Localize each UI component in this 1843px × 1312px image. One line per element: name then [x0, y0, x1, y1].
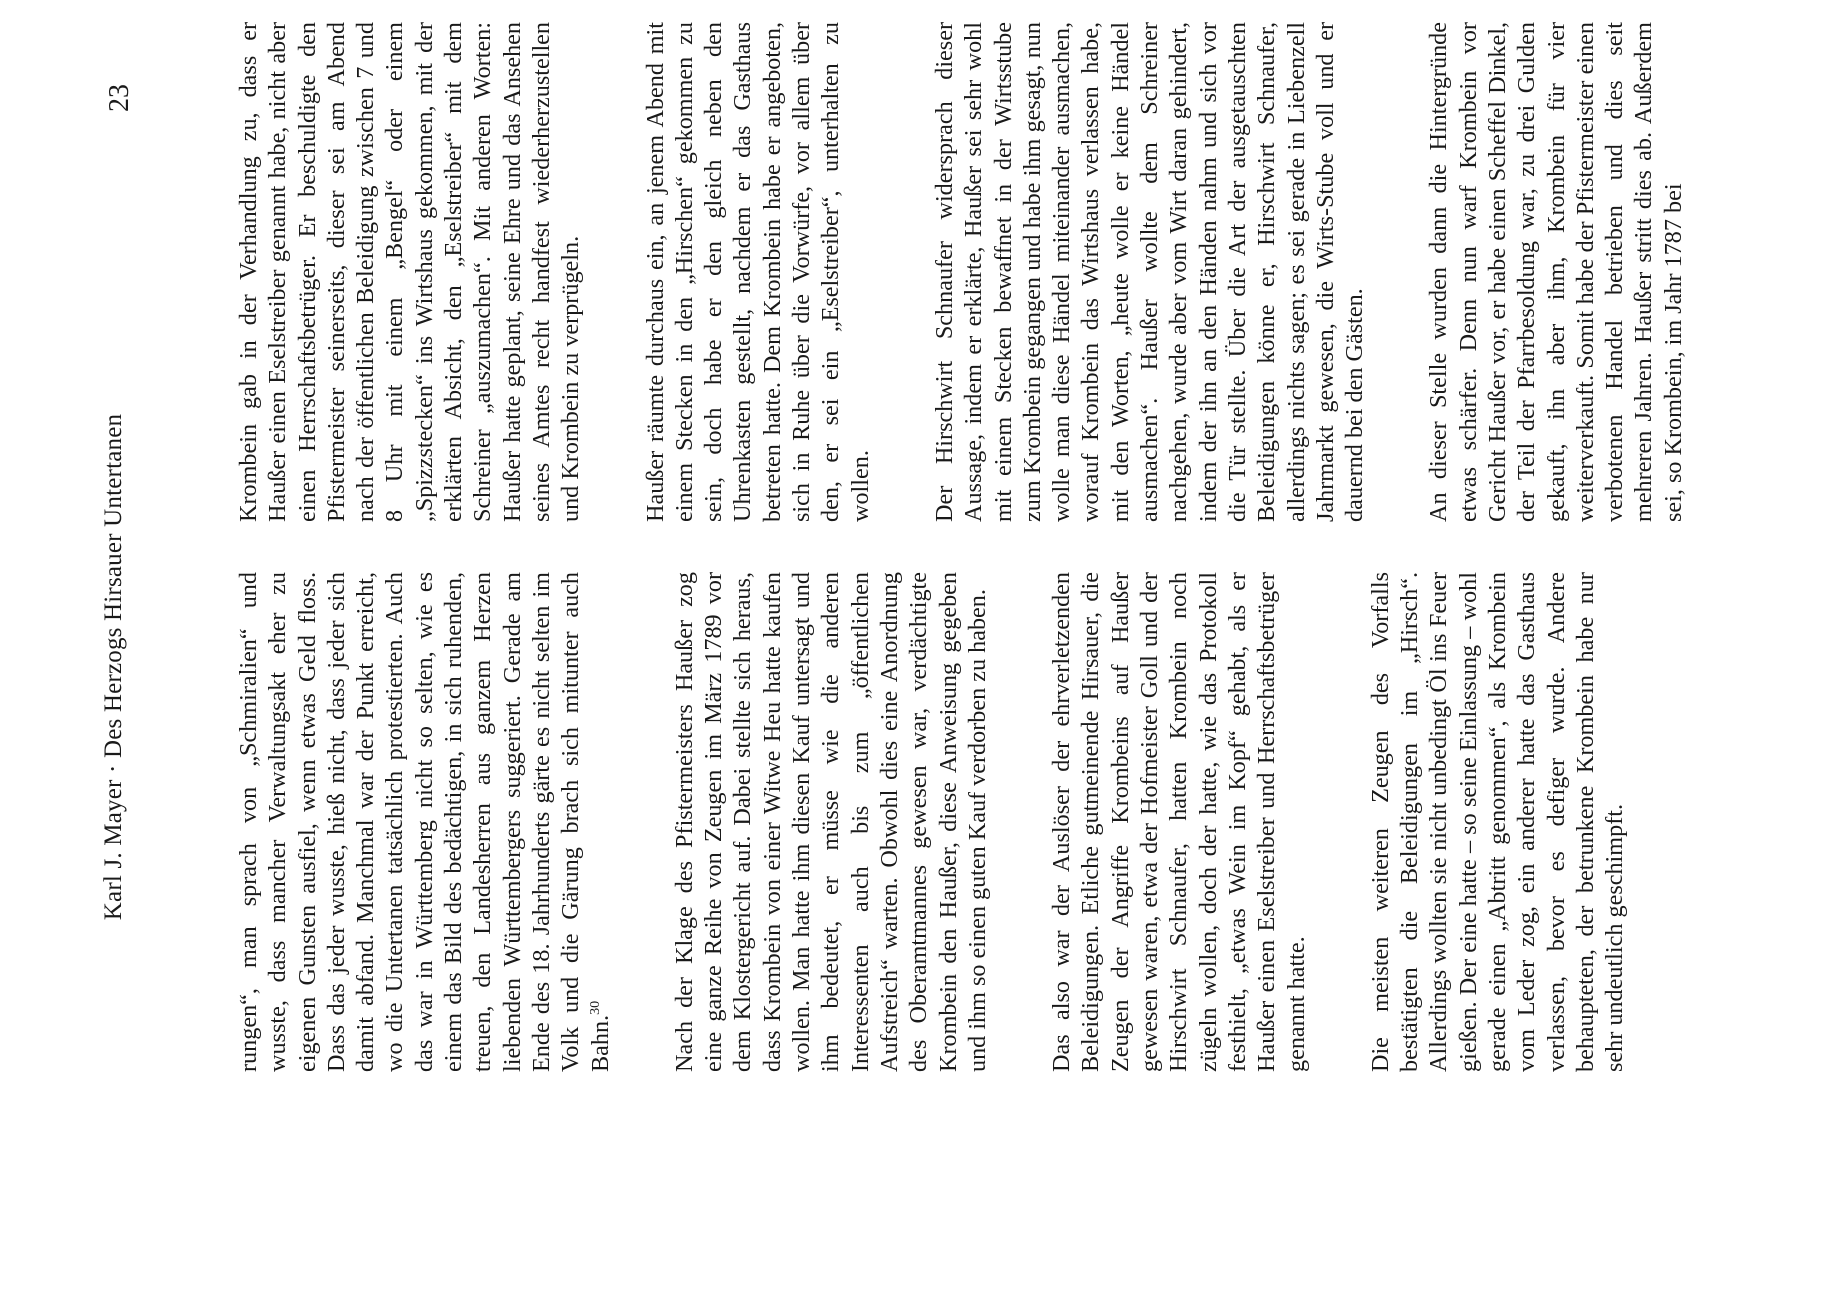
paragraph: Haußer räumte durchaus ein, an jenem Abend mit einem Stecken in den „Hirschen“ gekommen zu sein, doch habe er den gleich neben den Uhrenkasten gestellt, nachdem er das Gasthaus betreten hatte. Dem Krombein habe er angeboten, sich in Ruhe über die Vorwürfe, vor allem über den, er sei ein „Eselstreiber“, unterhalten zu wollen. [641, 22, 874, 522]
paragraph: Der Hirschwirt Schnaufer widersprach dieser Aussage, indem er erklärte, Haußer sei sehr wohl mit einem Stecken bewaffnet in der Wirtsstube zum Krombein gegangen und habe ihm gesagt, nun wolle man diese Händel miteinander ausmachen, worauf Krombein das Wirtshaus verlassen habe, mit den Worten, „heute wolle er keine Händel ausmachen“. Haußer wollte dem Schreiner nachgehen, wurde aber vom Wirt daran gehindert, indem der ihn an den Händen nahm und sich vor die Tür stellte. Über die Art der ausgetauschten Beleidigungen könne er, Hirschwirt Schnaufer, allerdings nichts sagen; es sei gerade in Liebenzell Jahrmarkt gewesen, die Wirts-Stube voll und er dauernd bei den Gästen. [930, 22, 1369, 522]
text-column-left [234, 572, 1629, 1072]
paragraph [234, 572, 615, 1072]
paragraph: Krombein gab in der Verhandlung zu, dass er Haußer einen Eselstreiber genannt habe, nicht aber einen Herrschaftsbetrüger. Er beschuldigte den Pfistermeister seinerseits, dieser sei am Abend nach der öffentlichen Beleidigung zwischen 7 und 8 Uhr mit einem „Bengel“ oder einem „Spizzstecken“ ins Wirtshaus gekommen, mit der erklärten Absicht, den „Eselstreiber“ mit dem Schreiner „auszumachen“. Mit anderen Worten: Haußer hatte geplant, seine Ehre und das Ansehen seines Amtes recht handfest wiederherzustellen und Krombein zu verprügeln. [235, 22, 585, 522]
running-head: Karl J. Mayer · Des Herzogs Hirsauer Untertanen [100, 413, 127, 921]
text-column-right [234, 22, 1688, 522]
footnote-marker: 30 [587, 1000, 603, 1015]
paragraph: Nach der Klage des Pfistermeisters Haußer zog eine ganze Reihe von Zeugen im März 1789 vor dem Klostergericht auf. Dabei stellte sich heraus, dass Krombein von einer Witwe Heu hatte kaufen wollen. Man hatte ihm diesen Kauf untersagt und ihm bedeutet, er müsse wie die anderen Interessenten auch bis zum „öffentlichen Aufstreich“ warten. Obwohl dies eine Anordnung des Oberamtmannes gewesen war, verdächtigte Krombein den Haußer, diese Anweisung gegeben und ihm so einen guten Kauf verdorben zu haben. [670, 572, 991, 1072]
paragraph: An dieser Stelle wurden dann die Hintergründe etwas schärfer. Denn nun warf Krombein vor Gericht Haußer vor, er habe einen Scheffel Dinkel, der Teil der Pfarrbesoldung war, zu drei Gulden gekauft, ihn aber ihm, Krombein für vier weiterverkauft. Somit habe der Pfistermeister einen verbotenen Handel betrieben und dies seit mehreren Jahren. Haußer stritt dies ab. Außerdem sei, so Krombein, im Jahr 1787 bei [1425, 22, 1687, 522]
paragraph: Die meisten weiteren Zeugen des Vorfalls bestätigten die Beleidigungen im „Hirsch“. Allerdings wollten sie nicht unbedingt Öl ins Feuer gießen. Der eine hatte – so seine Einlassung – wohl gerade einen „Abtritt genommen“, als Krombein vom Leder zog, ein anderer hatte das Gasthaus verlassen, bevor es defiger wurde. Andere behaupteten, der betrunkene Krombein habe nur sehr undeutlich geschimpft. [1366, 572, 1629, 1072]
paragraph: Das also war der Auslöser der ehrverletzenden Beleidigungen. Etliche gutmeinende Hirsauer, die Zeugen der Angriffe Krombeins auf Haußer gewesen waren, etwa der Hofmeister Goll und der Hirschwirt Schnaufer, hatten Krombein noch zügeln wollen, doch der hatte, wie das Protokoll festhielt, „etwas Wein im Kopf“ gehabt, als er Haußer einen Eselstreiber und Herrschaftsbetrüger genannt hatte. [1048, 572, 1310, 1072]
page-number: 23 [104, 84, 135, 112]
paragraph-text: rungen“, man sprach von „Schmiralien“ und wusste, dass mancher Verwaltungsakt eher zu eigenen Gunsten ausfiel, wenn etwas Geld floss. Dass das jeder wusste, hieß nicht, dass jeder sich damit abfand. Manchmal war der Punkt erreicht, wo die Untertanen tatsächlich protestierten. Auch das war in Württemberg nicht so selten, wie es einem das Bild des bedächtigen, in sich ruhenden, treuen, den Landesherren aus ganzem Herzen liebenden Württembergers suggeriert. Gerade am Ende des 18. Jahrhunderts gärte es nicht selten im Volk und die Gärung brach sich mitunter auch Bahn. [235, 572, 614, 1072]
